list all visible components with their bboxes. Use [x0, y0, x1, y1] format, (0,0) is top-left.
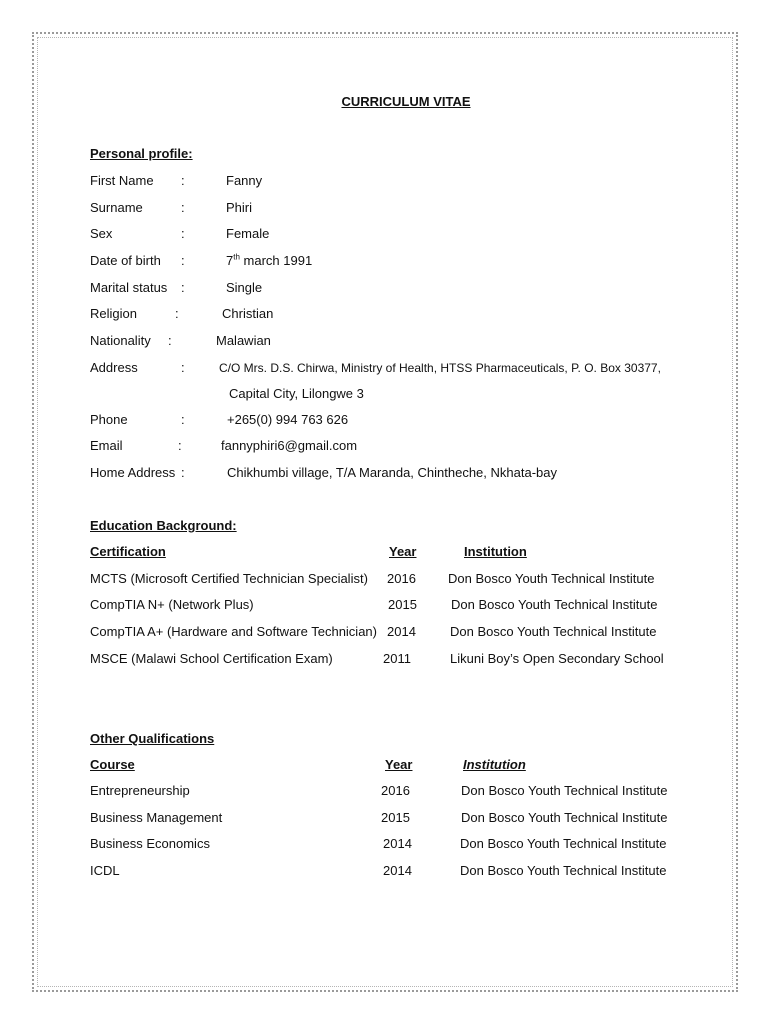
education-heading: Education Background: — [90, 518, 237, 533]
other-year: 2015 — [381, 810, 410, 825]
email-label: Email — [90, 438, 123, 453]
marital-status-value: Single — [226, 280, 263, 295]
education-year: 2015 — [388, 597, 417, 612]
colon: : — [181, 280, 185, 295]
education-institution: Don Bosco Youth Technical Institute — [451, 597, 658, 612]
phone-label: Phone — [90, 412, 128, 427]
colon: : — [168, 333, 172, 348]
marital-status-label: Marital status — [90, 280, 168, 295]
address-label: Address — [90, 360, 138, 375]
education-institution: Don Bosco Youth Technical Institute — [448, 571, 655, 586]
colon: : — [181, 226, 185, 241]
other-col-year: Year — [385, 757, 413, 772]
education-cert: MSCE (Malawi School Certification Exam) — [90, 651, 333, 666]
education-cert: CompTIA N+ (Network Plus) — [90, 597, 254, 612]
email-value: fannyphiri6@gmail.com — [221, 438, 358, 453]
dob-label: Date of birth — [90, 253, 161, 268]
education-col-institution: Institution — [464, 544, 527, 559]
education-col-year: Year — [389, 544, 417, 559]
other-course: Business Management — [90, 810, 223, 825]
education-institution: Don Bosco Youth Technical Institute — [450, 624, 657, 639]
education-cert: MCTS (Microsoft Certified Technician Specialist) — [90, 571, 368, 586]
other-course: ICDL — [90, 863, 120, 878]
other-institution: Don Bosco Youth Technical Institute — [460, 863, 667, 878]
other-institution: Don Bosco Youth Technical Institute — [461, 783, 668, 798]
education-year: 2016 — [387, 571, 416, 586]
colon: : — [181, 200, 185, 215]
education-col-certification: Certification — [90, 544, 166, 559]
surname-label: Surname — [90, 200, 143, 215]
nationality-value: Malawian — [216, 333, 271, 348]
address-line-2: Capital City, Lilongwe 3 — [229, 386, 364, 401]
colon: : — [181, 253, 185, 268]
religion-label: Religion — [90, 306, 137, 321]
first-name-label: First Name — [90, 173, 154, 188]
education-institution: Likuni Boy’s Open Secondary School — [450, 651, 664, 666]
other-institution: Don Bosco Youth Technical Institute — [460, 836, 667, 851]
other-course: Entrepreneurship — [90, 783, 190, 798]
address-line-1: C/O Mrs. D.S. Chirwa, Ministry of Health, HTSS Pharmaceuticals, P. O. Box 30377, — [219, 361, 661, 375]
colon: : — [181, 465, 185, 480]
home-address-label: Home Address — [90, 465, 176, 480]
home-address-value: Chikhumbi village, T/A Maranda, Chintheche, Nkhata-bay — [227, 465, 557, 480]
personal-profile-heading: Personal profile: — [90, 146, 193, 161]
colon: : — [181, 412, 185, 427]
nationality-label: Nationality — [90, 333, 151, 348]
other-year: 2014 — [383, 863, 412, 878]
colon: : — [178, 438, 182, 453]
education-cert: CompTIA A+ (Hardware and Software Technician) — [90, 624, 377, 639]
education-year: 2014 — [387, 624, 416, 639]
surname-value: Phiri — [226, 200, 253, 215]
phone-value: +265(0) 994 763 626 — [227, 412, 349, 427]
other-col-course: Course — [90, 757, 135, 772]
other-qualifications-heading: Other Qualifications — [90, 731, 215, 746]
first-name-value: Fanny — [226, 173, 263, 188]
education-year: 2011 — [383, 651, 411, 666]
document-title: CURRICULUM VITAE — [341, 94, 471, 109]
other-course: Business Economics — [90, 836, 210, 851]
colon: : — [175, 306, 179, 321]
sex-value: Female — [226, 226, 270, 241]
other-institution: Don Bosco Youth Technical Institute — [461, 810, 668, 825]
colon: : — [181, 173, 185, 188]
other-year: 2014 — [383, 836, 412, 851]
dob-value: 7th march 1991 — [226, 252, 313, 268]
religion-value: Christian — [222, 306, 274, 321]
colon: : — [181, 360, 185, 375]
other-year: 2016 — [381, 783, 410, 798]
other-col-institution: Institution — [463, 757, 526, 772]
sex-label: Sex — [90, 226, 113, 241]
